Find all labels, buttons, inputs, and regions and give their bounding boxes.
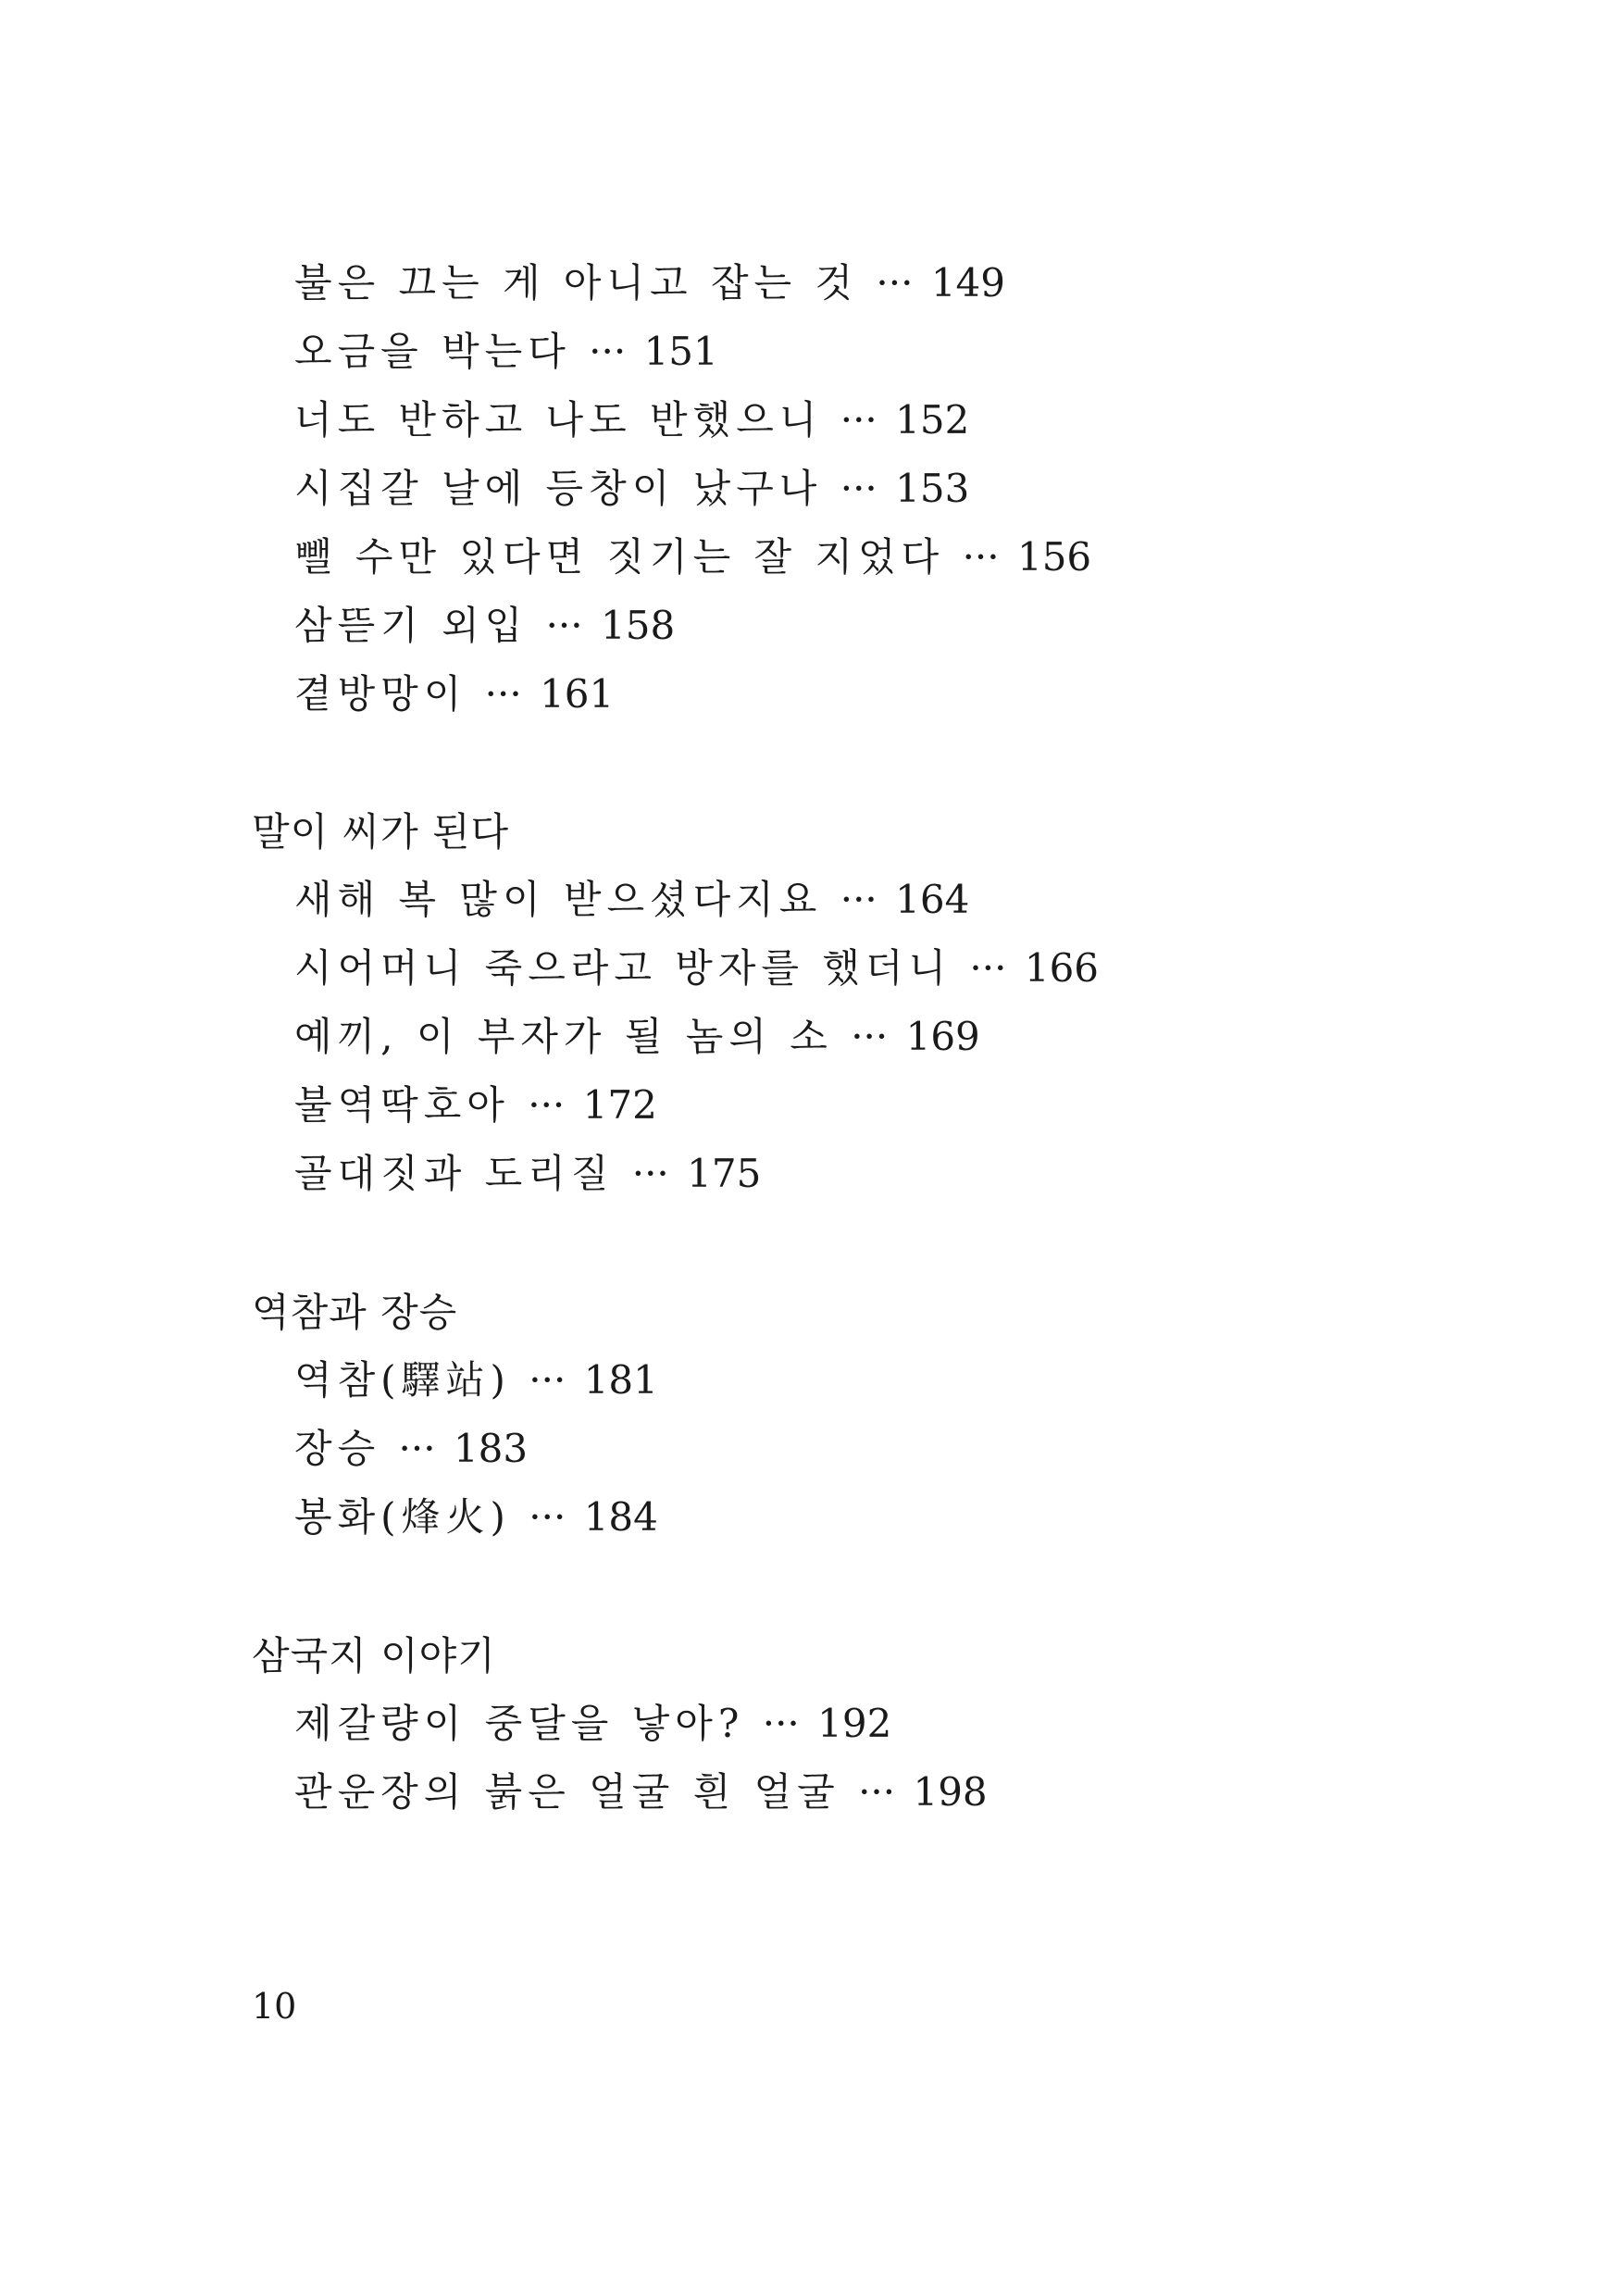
toc-entry <box>294 1494 658 1540</box>
entry-page: 198 <box>913 1769 988 1815</box>
toc-entry <box>294 1426 529 1471</box>
entry-leader: ··· <box>969 945 1007 991</box>
toc-entry <box>294 945 1100 991</box>
toc-entry <box>294 1082 657 1128</box>
entry-page: 151 <box>643 329 718 374</box>
entry-page: 175 <box>687 1151 762 1196</box>
entry-title: 곁방망이 <box>294 671 467 717</box>
entry-page: 156 <box>1016 534 1092 580</box>
entry-leader: ··· <box>631 1151 669 1196</box>
toc-entry <box>294 534 1092 580</box>
entry-leader: ··· <box>840 397 877 443</box>
entry-title: 너도 반하고 나도 반했으니 <box>294 397 823 443</box>
entry-leader: ··· <box>545 603 583 648</box>
entry-leader: ··· <box>858 1769 896 1815</box>
toc-entry <box>294 1357 658 1403</box>
entry-leader: ··· <box>876 260 914 306</box>
entry-title: 시어머니 죽으라고 방자를 했더니 <box>294 945 952 991</box>
entry-page: 169 <box>905 1014 980 1059</box>
entry-title: 예끼, 이 부자가 될 놈의 소 <box>294 1014 833 1059</box>
entry-leader: ··· <box>529 1494 566 1540</box>
toc-entry <box>294 1151 762 1196</box>
toc-entry <box>294 1701 892 1746</box>
section-heading: 삼국지 이야기 <box>252 1633 496 1678</box>
entry-title: 시집갈 날에 등창이 났구나 <box>294 466 823 511</box>
toc-entry <box>294 260 1005 306</box>
section-heading: 역참과 장승 <box>252 1290 458 1335</box>
entry-page: 172 <box>582 1082 657 1128</box>
toc-entry <box>294 877 970 922</box>
entry-title: 불은 끄는 게 아니고 잡는 것 <box>294 260 859 306</box>
entry-title: 불역딱호아 <box>294 1082 510 1128</box>
toc-entry <box>294 397 970 443</box>
entry-leader: ··· <box>840 877 877 922</box>
entry-page: 158 <box>601 603 676 648</box>
entry-page: 149 <box>930 260 1005 306</box>
entry-title: 골대짓과 도리질 <box>294 1151 615 1196</box>
entry-page: 161 <box>540 671 615 717</box>
entry-leader: ··· <box>840 466 877 511</box>
entry-title: 관운장의 붉은 얼굴 흰 얼굴 <box>294 1769 840 1815</box>
entry-page: 181 <box>583 1357 658 1403</box>
entry-page: 192 <box>817 1701 892 1746</box>
entry-title: 봉화(烽火) <box>294 1494 511 1540</box>
entry-title: 새해 복 많이 받으셨다지요 <box>294 877 823 922</box>
entry-title: 장승 <box>294 1426 381 1471</box>
toc-entry <box>294 329 718 374</box>
toc-entry <box>294 466 970 511</box>
entry-page: 166 <box>1024 945 1100 991</box>
page-number: 10 <box>252 1986 297 2027</box>
entry-leader: ··· <box>484 671 522 717</box>
entry-leader: ··· <box>528 1082 566 1128</box>
toc-entry <box>294 1769 988 1815</box>
entry-leader: ··· <box>762 1701 800 1746</box>
entry-page: 164 <box>895 877 970 922</box>
entry-leader: ··· <box>962 534 1000 580</box>
toc-entry <box>294 671 615 717</box>
entry-page: 184 <box>583 1494 658 1540</box>
entry-leader: ··· <box>851 1014 889 1059</box>
entry-title: 뺄 수만 있다면 짓기는 잘 지었다 <box>294 534 945 580</box>
entry-title: 역참(驛站) <box>294 1357 511 1403</box>
toc-entry <box>294 1014 980 1059</box>
entry-title: 제갈량이 중달을 낳아? <box>294 1701 745 1746</box>
entry-page: 152 <box>895 397 970 443</box>
entry-page: 153 <box>895 466 970 511</box>
entry-page: 183 <box>453 1426 529 1471</box>
entry-title: 오금을 박는다 <box>294 329 571 374</box>
toc-entry <box>294 603 676 648</box>
entry-leader: ··· <box>529 1357 566 1403</box>
entry-leader: ··· <box>589 329 627 374</box>
section-heading: 말이 씨가 된다 <box>252 809 510 855</box>
entry-leader: ··· <box>398 1426 436 1471</box>
entry-title: 삼뜯기 외입 <box>294 603 529 648</box>
